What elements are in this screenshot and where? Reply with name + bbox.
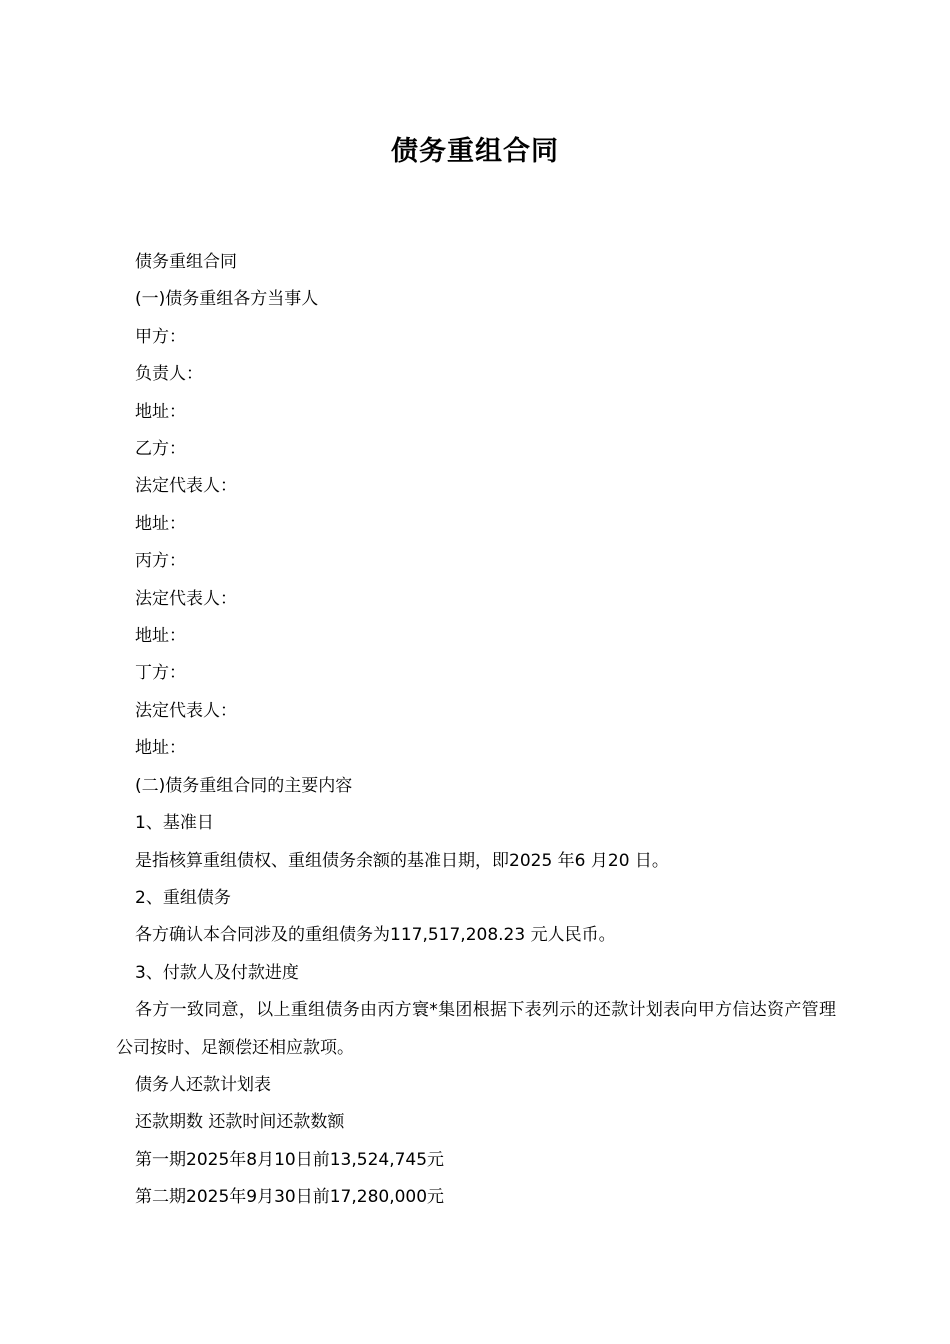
party-b-label: 乙方： — [135, 439, 186, 460]
schedule-row: 第二期2025年9月30日前17,280,000元 — [135, 1187, 445, 1208]
party-a-address-label: 地址： — [135, 401, 186, 422]
party-c-address-label: 地址： — [135, 626, 186, 647]
clause-3-text: 各方一致同意，以上重组债务由丙方寰*集团根据下表列示的还款计划表向甲方信达资产管理公司按时、足额偿还相应款项。 — [116, 1000, 836, 1058]
clause-2-text: 各方确认本合同涉及的重组债务为117,517,208.23 元人民币。 — [135, 925, 616, 946]
schedule-header: 还款期数 还款时间还款数额 — [135, 1112, 345, 1133]
schedule-title: 债务人还款计划表 — [135, 1074, 271, 1095]
party-c-label: 丙方： — [135, 551, 186, 572]
party-b-rep-label: 法定代表人： — [135, 476, 237, 497]
clause-1-text: 是指核算重组债权、重组债务余额的基准日期，即2025 年6 月20 日。 — [135, 850, 669, 871]
section-parties-heading: (一)债务重组各方当事人 — [135, 289, 319, 310]
clause-2-heading: 2、重组债务 — [135, 887, 231, 908]
party-c-rep-label: 法定代表人： — [135, 588, 237, 609]
party-d-label: 丁方： — [135, 663, 186, 684]
clause-3-heading: 3、付款人及付款进度 — [135, 962, 299, 983]
party-a-person-label: 负责人： — [135, 364, 203, 385]
schedule-row: 第一期2025年8月10日前13,524,745元 — [135, 1149, 445, 1170]
document-body — [116, 244, 836, 1217]
section-content-heading: (二)债务重组合同的主要内容 — [135, 775, 353, 796]
party-a-label: 甲方： — [135, 326, 186, 347]
party-b-address-label: 地址： — [135, 513, 186, 534]
paragraph-heading: 债务重组合同 — [135, 252, 237, 272]
clause-1-heading: 1、基准日 — [135, 813, 214, 834]
party-d-address-label: 地址： — [135, 738, 186, 759]
party-d-rep-label: 法定代表人： — [135, 700, 237, 721]
document-title: 债务重组合同 — [391, 136, 559, 167]
